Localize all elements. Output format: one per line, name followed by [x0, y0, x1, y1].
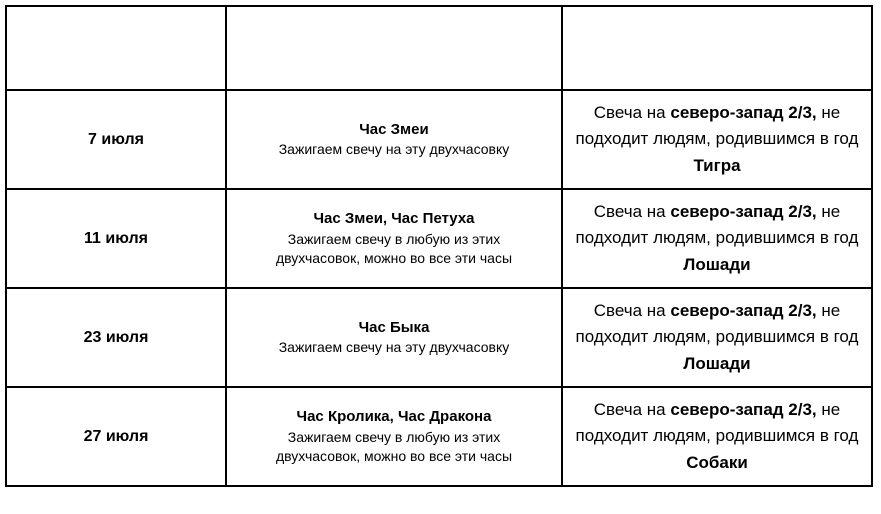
time-cell: [226, 189, 562, 288]
sector-text-part: не подходит людям, родившимся в год: [575, 300, 859, 347]
table-header: [6, 6, 872, 90]
sector-text: [571, 100, 863, 179]
time-cell: [226, 387, 562, 486]
sector-zodiac-year: Собаки: [686, 452, 748, 472]
sector-text-part: не подходит людям, родившимся в год: [575, 102, 859, 149]
column-header-time: ВРЕМЯ: [226, 6, 562, 90]
time-description: Зажигаем свечу в любую из этих двухчасовок, можно во все эти часы: [275, 428, 513, 464]
table-row: [6, 189, 872, 288]
sector-text: [571, 199, 863, 278]
sector-text: [571, 298, 863, 377]
candle-schedule-table: [5, 5, 873, 487]
sector-direction: северо-запад 2/3,: [670, 102, 817, 122]
table-body: [6, 90, 872, 486]
date-cell: 23 июля: [6, 288, 226, 387]
sector-cell: [562, 189, 872, 288]
time-title: Час Быка: [358, 318, 430, 336]
date-cell: 7 июля: [6, 90, 226, 189]
sector-cell: [562, 288, 872, 387]
sector-cell: [562, 90, 872, 189]
time-description: Зажигаем свечу на эту двухчасовку: [278, 141, 510, 158]
time-title: Час Змеи, Час Петуха: [313, 210, 475, 228]
time-description: Зажигаем свечу на эту двухчасовку: [278, 339, 510, 356]
time-cell: [226, 288, 562, 387]
table-row: [6, 90, 872, 189]
column-header-date: ДАТА: [6, 6, 226, 90]
table-row: [6, 387, 872, 486]
sector-direction: северо-запад 2/3,: [670, 201, 817, 221]
sector-text: [571, 397, 863, 476]
column-header-sector: СЕКТОР: [562, 6, 872, 90]
sector-cell: [562, 387, 872, 486]
date-cell: 11 июля: [6, 189, 226, 288]
header-row: [6, 6, 872, 90]
time-cell: [226, 90, 562, 189]
sector-text-part: не подходит людям, родившимся в год: [575, 201, 859, 248]
sector-zodiac-year: Тигра: [693, 155, 741, 175]
time-title: Час Змеи: [359, 120, 429, 138]
table-row: [6, 288, 872, 387]
time-title: Час Кролика, Час Дракона: [296, 408, 492, 426]
sector-text-part: Свеча на: [593, 102, 671, 122]
sector-text-part: Свеча на: [593, 300, 671, 320]
time-description: Зажигаем свечу в любую из этих двухчасовок, можно во все эти часы: [275, 230, 513, 266]
sector-text-part: Свеча на: [593, 201, 671, 221]
sector-zodiac-year: Лошади: [683, 353, 751, 373]
sector-text-part: Свеча на: [593, 399, 671, 419]
sector-direction: северо-запад 2/3,: [670, 300, 817, 320]
sector-zodiac-year: Лошади: [683, 254, 751, 274]
sector-text-part: не подходит людям, родившимся в год: [575, 399, 859, 446]
date-cell: 27 июля: [6, 387, 226, 486]
sector-direction: северо-запад 2/3,: [670, 399, 817, 419]
